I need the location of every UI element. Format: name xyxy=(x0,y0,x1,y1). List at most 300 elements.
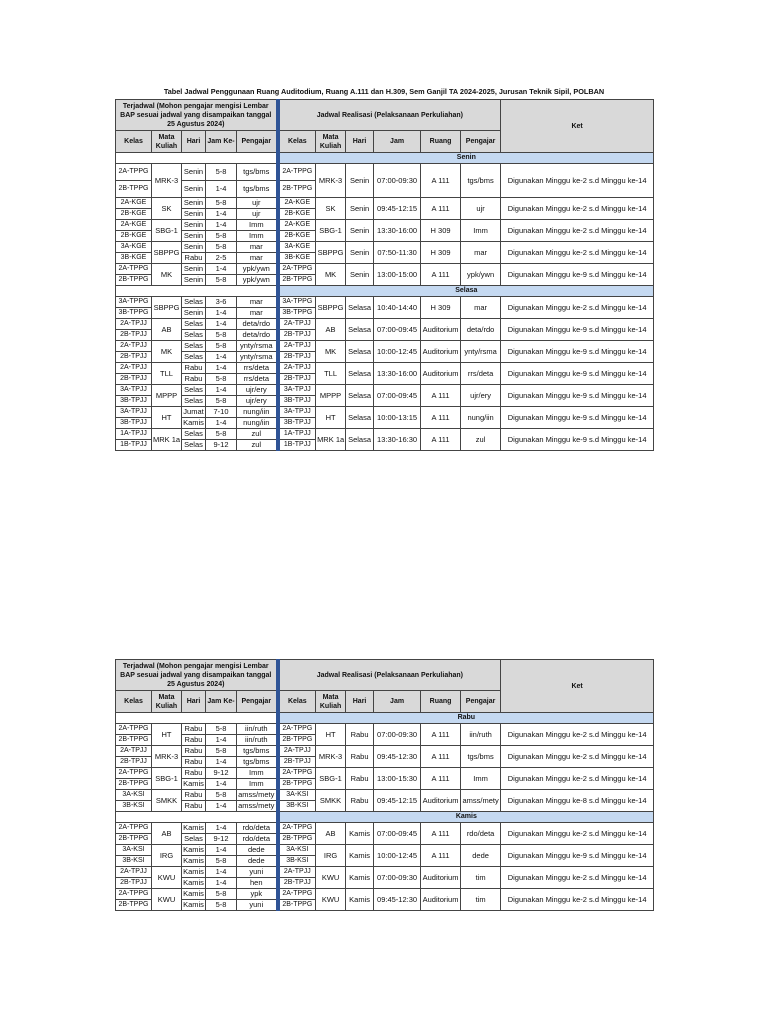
scheduled-kelas-cell: 2A-TPPG xyxy=(116,264,152,275)
day-band-label: Rabu xyxy=(278,713,654,724)
scheduled-hari-cell: Rabu xyxy=(182,253,206,264)
realisasi-hari-cell: Rabu xyxy=(346,790,374,812)
realisasi-kelas-cell: 2B-TPJJ xyxy=(278,374,316,385)
scheduled-pengajar-cell: nung/iin xyxy=(237,407,278,418)
ket-cell: Digunakan Minggu ke-2 s.d Minggu ke-14 xyxy=(501,220,654,242)
schedule-table-2 xyxy=(115,659,654,911)
scheduled-kelas-cell: 2B-TPPG xyxy=(116,900,152,911)
scheduled-mata-kuliah-cell: SK xyxy=(152,198,182,220)
scheduled-mata-kuliah-cell: AB xyxy=(152,319,182,341)
scheduled-mata-kuliah-cell: KWU xyxy=(152,889,182,911)
realisasi-kelas-cell: 3B-KSI xyxy=(278,801,316,812)
schedule-body-2 xyxy=(116,713,654,911)
col-realisasi-kelas-header: Kelas xyxy=(278,131,316,153)
realisasi-pengajar-cell: tim xyxy=(461,889,501,911)
ket-cell: Digunakan Minggu ke-2 s.d Minggu ke-14 xyxy=(501,823,654,845)
day-band-label: Senin xyxy=(278,153,654,164)
realisasi-ruang-cell: Auditorium xyxy=(421,867,461,889)
scheduled-pengajar-cell: ypk/ywn xyxy=(237,264,278,275)
scheduled-hari-cell: Kamis xyxy=(183,823,204,832)
scheduled-pengajar-cell: Imm xyxy=(237,768,278,779)
realisasi-kelas-cell: 2A-TPJJ xyxy=(278,746,316,757)
scheduled-hari-cell: Selas xyxy=(182,429,206,440)
ket-header: Ket xyxy=(501,100,654,153)
scheduled-jam-ke-cell: 1-4 xyxy=(206,308,237,319)
scheduled-pengajar-cell: Imm xyxy=(237,220,278,231)
realisasi-mata-kuliah-cell: MK xyxy=(316,264,346,286)
scheduled-pengajar-cell: ujr xyxy=(237,198,278,209)
ket-header: Ket xyxy=(501,660,654,713)
scheduled-jam-ke-cell: 9-12 xyxy=(206,440,237,451)
scheduled-hari-cell: Kamis xyxy=(183,856,204,865)
table-row xyxy=(116,319,654,330)
realisasi-pengajar-cell: dede xyxy=(461,845,501,867)
scheduled-mata-kuliah-cell: MK xyxy=(152,341,182,363)
col-realisasi-ruang-header: Ruang xyxy=(421,691,461,713)
ket-cell: Digunakan Minggu ke-2 s.d Minggu ke-14 xyxy=(501,164,654,198)
realisasi-mata-kuliah-cell: HT xyxy=(316,724,346,746)
realisasi-kelas-cell: 2B-TPJJ xyxy=(278,352,316,363)
realisasi-pengajar-cell: iin/ruth xyxy=(461,724,501,746)
scheduled-hari-cell: Rabu xyxy=(182,746,206,757)
scheduled-kelas-cell: 2B-TPPG xyxy=(116,834,152,845)
realisasi-pengajar-cell: tgs/bms xyxy=(461,164,501,198)
scheduled-kelas-cell: 3B-KGE xyxy=(116,253,152,264)
ket-cell: Digunakan Minggu ke-2 s.d Minggu ke-14 xyxy=(501,746,654,768)
realisasi-hari-cell: Selasa xyxy=(346,319,374,341)
realisasi-pengajar-cell: rrs/deta xyxy=(461,363,501,385)
table-row xyxy=(116,746,654,757)
scheduled-jam-ke-cell: 2-5 xyxy=(206,253,237,264)
scheduled-hari-cell: Selas xyxy=(182,352,206,363)
realisasi-pengajar-cell: Imm xyxy=(461,220,501,242)
scheduled-mata-kuliah-cell: SBG-1 xyxy=(152,220,182,242)
scheduled-pengajar-cell: tgs/bms xyxy=(237,181,278,198)
realisasi-kelas-cell: 1A-TPJJ xyxy=(278,429,316,440)
realisasi-pengajar-cell: mar xyxy=(461,297,501,319)
realisasi-jam-cell: 07:50-11:30 xyxy=(374,242,421,264)
realisasi-hari-cell: Senin xyxy=(346,220,374,242)
col-realisasi-pengajar-header: Pengajar xyxy=(461,691,501,713)
scheduled-hari-cell: Selas xyxy=(182,834,206,845)
col-pengajar-header: Pengajar xyxy=(237,691,278,713)
realisasi-kelas-cell: 3A-KSI xyxy=(278,845,316,856)
scheduled-kelas-cell: 2A-KGE xyxy=(116,220,152,231)
scheduled-jam-ke-cell: 5-8 xyxy=(206,330,237,341)
scheduled-kelas-cell: 2A-TPPG xyxy=(116,768,152,779)
scheduled-hari-cell: Rabu xyxy=(182,801,206,812)
day-band-label: Kamis xyxy=(278,812,654,823)
scheduled-hari-cell: Rabu xyxy=(182,374,206,385)
realisasi-kelas-cell: 2A-TPPG xyxy=(278,889,316,900)
schedule-body-1 xyxy=(116,153,654,451)
scheduled-jam-ke-cell: 5-8 xyxy=(206,231,237,242)
scheduled-mata-kuliah-cell: TLL xyxy=(152,363,182,385)
ket-cell: Digunakan Minggu ke-9 s.d Minggu ke-14 xyxy=(501,363,654,385)
table-row xyxy=(116,889,654,900)
scheduled-jam-ke-cell: 9-12 xyxy=(206,768,237,779)
realisasi-jam-cell: 10:00-13:15 xyxy=(374,407,421,429)
table-row xyxy=(116,867,654,878)
scheduled-pengajar-cell: mar xyxy=(237,253,278,264)
realisasi-kelas-cell: 3A-KGE xyxy=(278,242,316,253)
scheduled-kelas-cell: 3B-TPPG xyxy=(116,308,152,319)
band-blank-cell xyxy=(116,713,278,724)
realisasi-ruang-cell: Auditorium xyxy=(421,363,461,385)
day-band-row xyxy=(116,153,654,164)
scheduled-jam-ke-cell: 5-8 xyxy=(206,341,237,352)
table-row xyxy=(116,242,654,253)
scheduled-kelas-cell: 3A-KGE xyxy=(116,242,152,253)
scheduled-jam-ke-cell: 1-4 xyxy=(206,779,237,790)
scheduled-hari-cell: Senin xyxy=(182,181,206,198)
scheduled-hari-cell: Senin xyxy=(182,264,206,275)
realisasi-ruang-cell: A 111 xyxy=(421,264,461,286)
scheduled-kelas-cell: 3B-TPJJ xyxy=(116,396,152,407)
realisasi-jam-cell: 09:45-12:15 xyxy=(374,790,421,812)
scheduled-kelas-cell: 2A-TPPG xyxy=(116,724,152,735)
table-row xyxy=(116,341,654,352)
col-realisasi-mata-kuliah-header: Mata Kuliah xyxy=(316,131,346,153)
col-jam-ke-header: Jam Ke- xyxy=(206,691,237,713)
realisasi-jam-cell: 13:30-16:30 xyxy=(374,429,421,451)
scheduled-jam-ke-cell: 1-4 xyxy=(206,319,237,330)
scheduled-kelas-cell: 3B-TPJJ xyxy=(116,418,152,429)
scheduled-jam-ke-cell: 1-4 xyxy=(206,181,237,198)
scheduled-pengajar-cell: mar xyxy=(237,297,278,308)
scheduled-mata-kuliah-cell: MPPP xyxy=(152,385,182,407)
scheduled-hari-cell: Senin xyxy=(182,308,206,319)
scheduled-pengajar-cell: rrs/deta xyxy=(237,363,278,374)
scheduled-jam-ke-cell: 5-8 xyxy=(206,164,237,181)
scheduled-kelas-cell: 2B-TPJJ xyxy=(116,374,152,385)
col-mata-kuliah-header: Mata Kuliah xyxy=(152,691,182,713)
realisasi-pengajar-cell: mar xyxy=(461,242,501,264)
scheduled-pengajar-cell: mar xyxy=(237,242,278,253)
scheduled-hari-cell: Jumat xyxy=(183,407,204,416)
realisasi-ruang-cell: H 309 xyxy=(421,297,461,319)
scheduled-jam-ke-cell: 5-8 xyxy=(206,396,237,407)
scheduled-kelas-cell: 3B-KSI xyxy=(116,856,152,867)
scheduled-mata-kuliah-cell: HT xyxy=(152,407,182,429)
realisasi-hari-cell: Selasa xyxy=(346,429,374,451)
realisasi-jam-cell: 07:00-09:45 xyxy=(374,823,421,845)
scheduled-pengajar-cell: hen xyxy=(237,878,278,889)
scheduled-jam-ke-cell: 5-8 xyxy=(206,198,237,209)
scheduled-kelas-cell: 2B-KGE xyxy=(116,209,152,220)
realisasi-mata-kuliah-cell: MRK-3 xyxy=(316,746,346,768)
scheduled-hari-cell: Kamis xyxy=(183,889,204,898)
scheduled-jam-ke-cell: 1-4 xyxy=(206,735,237,746)
realisasi-kelas-cell: 3B-KGE xyxy=(278,253,316,264)
scheduled-pengajar-cell: ujr xyxy=(237,209,278,220)
realisasi-ruang-cell: A 111 xyxy=(421,768,461,790)
scheduled-kelas-cell: 2A-TPJJ xyxy=(116,746,152,757)
realisasi-kelas-cell: 3B-TPPG xyxy=(278,308,316,319)
scheduled-pengajar-cell: tgs/bms xyxy=(237,164,278,181)
scheduled-jam-ke-cell: 5-8 xyxy=(206,900,237,911)
table-row xyxy=(116,823,654,834)
scheduled-jam-ke-cell: 5-8 xyxy=(206,856,237,867)
scheduled-pengajar-cell: tgs/bms xyxy=(237,757,278,768)
realisasi-pengajar-cell: deta/rdo xyxy=(461,319,501,341)
realisasi-jam-cell: 10:00-12:45 xyxy=(374,341,421,363)
ket-cell: Digunakan Minggu ke-2 s.d Minggu ke-14 xyxy=(501,242,654,264)
col-jam-ke-header: Jam Ke- xyxy=(206,131,237,153)
realisasi-jam-cell: 13:00-15:00 xyxy=(374,264,421,286)
scheduled-jam-ke-cell: 1-4 xyxy=(206,845,237,856)
scheduled-pengajar-cell: ypk xyxy=(237,889,278,900)
ket-cell: Digunakan Minggu ke-9 s.d Minggu ke-14 xyxy=(501,341,654,363)
realisasi-kelas-cell: 2A-TPJJ xyxy=(278,363,316,374)
scheduled-pengajar-cell: iin/ruth xyxy=(237,724,278,735)
realisasi-kelas-cell: 2B-TPPG xyxy=(278,900,316,911)
realisasi-kelas-cell: 3A-TPJJ xyxy=(278,407,316,418)
scheduled-hari-cell: Rabu xyxy=(182,768,206,779)
scheduled-kelas-cell: 3A-TPPG xyxy=(116,297,152,308)
realisasi-mata-kuliah-cell: MRK-3 xyxy=(316,164,346,198)
scheduled-kelas-cell: 2A-TPJJ xyxy=(116,341,152,352)
table-row xyxy=(116,264,654,275)
day-band-row xyxy=(116,812,654,823)
col-mata-kuliah-header: Mata Kuliah xyxy=(152,131,182,153)
scheduled-kelas-cell: 2B-TPPG xyxy=(116,735,152,746)
scheduled-kelas-cell: 2A-TPJJ xyxy=(116,319,152,330)
scheduled-jam-ke-cell: 1-4 xyxy=(206,418,237,429)
scheduled-pengajar-cell: tgs/bms xyxy=(237,746,278,757)
realisasi-mata-kuliah-cell: SK xyxy=(316,198,346,220)
scheduled-jam-ke-cell: 9-12 xyxy=(206,834,237,845)
schedule-table-1 xyxy=(115,99,654,451)
realisasi-jam-cell: 09:45-12:30 xyxy=(374,889,421,911)
scheduled-kelas-cell: 3B-KSI xyxy=(116,801,152,812)
scheduled-pengajar-cell: mar xyxy=(237,308,278,319)
realisasi-ruang-cell: A 111 xyxy=(421,724,461,746)
realisasi-hari-cell: Selasa xyxy=(346,341,374,363)
scheduled-kelas-cell: 2B-TPPG xyxy=(116,181,152,198)
realisasi-kelas-cell: 2B-TPPG xyxy=(278,735,316,746)
scheduled-pengajar-cell: iin/ruth xyxy=(237,735,278,746)
scheduled-hari-cell: Selas xyxy=(182,385,206,396)
realisasi-kelas-cell: 3A-KSI xyxy=(278,790,316,801)
ket-cell: Digunakan Minggu ke-9 s.d Minggu ke-14 xyxy=(501,385,654,407)
table-row xyxy=(116,385,654,396)
realisasi-ruang-cell: A 111 xyxy=(421,164,461,198)
realisasi-hari-cell: Senin xyxy=(346,242,374,264)
scheduled-hari-cell: Kamis xyxy=(183,867,204,876)
scheduled-jam-ke-cell: 5-8 xyxy=(206,275,237,286)
scheduled-header: Terjadwal (Mohon pengajar mengisi Lembar BAP sesuai jadwal yang disampaikan tanggal 25 Agustus 2024) xyxy=(116,660,278,691)
scheduled-jam-ke-cell: 1-4 xyxy=(206,801,237,812)
table-row xyxy=(116,790,654,801)
realisasi-ruang-cell: A 111 xyxy=(421,407,461,429)
realisasi-mata-kuliah-cell: SBPPG xyxy=(316,242,346,264)
col-realisasi-kelas-header: Kelas xyxy=(278,691,316,713)
col-realisasi-hari-header: Hari xyxy=(346,691,374,713)
realisasi-mata-kuliah-cell: SMKK xyxy=(316,790,346,812)
scheduled-jam-ke-cell: 3-6 xyxy=(206,297,237,308)
scheduled-jam-ke-cell: 1-4 xyxy=(206,385,237,396)
realisasi-ruang-cell: H 309 xyxy=(421,242,461,264)
realisasi-ruang-cell: A 111 xyxy=(421,823,461,845)
day-band-row xyxy=(116,286,654,297)
realisasi-kelas-cell: 3B-KSI xyxy=(278,856,316,867)
ket-cell: Digunakan Minggu ke-2 s.d Minggu ke-14 xyxy=(501,724,654,746)
realisasi-jam-cell: 13:30-16:00 xyxy=(374,363,421,385)
scheduled-kelas-cell: 2A-KGE xyxy=(116,198,152,209)
realisasi-kelas-cell: 1B-TPJJ xyxy=(278,440,316,451)
scheduled-pengajar-cell: Imm xyxy=(237,779,278,790)
realisasi-hari-cell: Kamis xyxy=(346,823,374,845)
scheduled-mata-kuliah-cell: IRG xyxy=(152,845,182,867)
scheduled-jam-ke-cell: 5-8 xyxy=(206,429,237,440)
realisasi-jam-cell: 09:45-12:30 xyxy=(374,746,421,768)
scheduled-kelas-cell: 2A-TPJJ xyxy=(116,363,152,374)
scheduled-hari-cell: Selas xyxy=(182,330,206,341)
scheduled-kelas-cell: 3A-TPJJ xyxy=(116,385,152,396)
realisasi-kelas-cell: 2A-TPPG xyxy=(278,164,316,181)
realisasi-ruang-cell: Auditorium xyxy=(421,889,461,911)
realisasi-kelas-cell: 2A-TPJJ xyxy=(278,319,316,330)
scheduled-kelas-cell: 1A-TPJJ xyxy=(116,429,152,440)
realisasi-kelas-cell: 3A-TPJJ xyxy=(278,385,316,396)
scheduled-kelas-cell: 2B-KGE xyxy=(116,231,152,242)
day-band-label: Selasa xyxy=(278,286,654,297)
realisasi-hari-cell: Senin xyxy=(346,264,374,286)
table-row xyxy=(116,198,654,209)
scheduled-mata-kuliah-cell: SBG-1 xyxy=(152,768,182,790)
realisasi-mata-kuliah-cell: HT xyxy=(316,407,346,429)
realisasi-pengajar-cell: Imm xyxy=(461,768,501,790)
scheduled-header: Terjadwal (Mohon pengajar mengisi Lembar BAP sesuai jadwal yang disampaikan tanggal 25 Agustus 2024) xyxy=(116,100,278,131)
header-row-top xyxy=(116,660,654,691)
page-title: Tabel Jadwal Penggunaan Ruang Auditodium, Ruang A.111 dan H.309, Sem Ganjil TA 2024-2025, Jurusan Teknik Sipil, POLBAN xyxy=(163,87,605,96)
realisasi-jam-cell: 13:00-15:30 xyxy=(374,768,421,790)
realisasi-jam-cell: 07:00-09:30 xyxy=(374,164,421,198)
ket-cell: Digunakan Minggu ke-9 s.d Minggu ke-14 xyxy=(501,845,654,867)
realisasi-kelas-cell: 2A-TPPG xyxy=(278,724,316,735)
ket-cell: Digunakan Minggu ke-2 s.d Minggu ke-14 xyxy=(501,297,654,319)
ket-cell: Digunakan Minggu ke-2 s.d Minggu ke-14 xyxy=(501,768,654,790)
table-row xyxy=(116,297,654,308)
realisasi-hari-cell: Rabu xyxy=(346,768,374,790)
scheduled-mata-kuliah-cell: MRK 1a xyxy=(152,429,182,451)
scheduled-mata-kuliah-cell: HT xyxy=(152,724,182,746)
scheduled-pengajar-cell: ypk/ywn xyxy=(237,275,278,286)
scheduled-kelas-cell: 2A-TPPG xyxy=(116,164,152,181)
realisasi-hari-cell: Selasa xyxy=(346,407,374,429)
scheduled-mata-kuliah-cell: SMKK xyxy=(152,790,182,812)
scheduled-pengajar-cell: yuni xyxy=(237,867,278,878)
realisasi-kelas-cell: 2A-TPPG xyxy=(278,768,316,779)
ket-cell: Digunakan Minggu ke-2 s.d Minggu ke-14 xyxy=(501,198,654,220)
realisasi-ruang-cell: A 111 xyxy=(421,385,461,407)
scheduled-pengajar-cell: ynty/rsma xyxy=(237,341,278,352)
scheduled-hari-cell: Rabu xyxy=(182,757,206,768)
realisasi-kelas-cell: 2A-TPPG xyxy=(278,823,316,834)
realisasi-ruang-cell: H 309 xyxy=(421,220,461,242)
scheduled-pengajar-cell: rdo/deta xyxy=(237,823,278,834)
scheduled-kelas-cell: 3A-KSI xyxy=(116,790,152,801)
realisasi-mata-kuliah-cell: AB xyxy=(316,319,346,341)
scheduled-pengajar-cell: zul xyxy=(237,440,278,451)
scheduled-jam-ke-cell: 5-8 xyxy=(206,724,237,735)
realisasi-jam-cell: 07:00-09:30 xyxy=(374,867,421,889)
realisasi-pengajar-cell: zul xyxy=(461,429,501,451)
realisasi-kelas-cell: 2A-TPJJ xyxy=(278,867,316,878)
realisasi-pengajar-cell: tgs/bms xyxy=(461,746,501,768)
scheduled-kelas-cell: 2A-TPJJ xyxy=(116,867,152,878)
header-row-top xyxy=(116,100,654,131)
scheduled-mata-kuliah-cell: KWU xyxy=(152,867,182,889)
realisasi-hari-cell: Rabu xyxy=(346,746,374,768)
realisasi-kelas-cell: 3B-TPJJ xyxy=(278,396,316,407)
ket-cell: Digunakan Minggu ke-9 s.d Minggu ke-14 xyxy=(501,429,654,451)
scheduled-hari-cell: Kamis xyxy=(183,900,204,909)
realisasi-mata-kuliah-cell: AB xyxy=(316,823,346,845)
scheduled-hari-cell: Rabu xyxy=(182,724,206,735)
table-row xyxy=(116,407,654,418)
realisasi-ruang-cell: A 111 xyxy=(421,198,461,220)
scheduled-pengajar-cell: ujr/ery xyxy=(237,385,278,396)
scheduled-kelas-cell: 3A-KSI xyxy=(116,845,152,856)
scheduled-hari-cell: Senin xyxy=(182,275,206,286)
realisasi-hari-cell: Senin xyxy=(346,198,374,220)
scheduled-hari-cell: Kamis xyxy=(183,779,204,788)
table-row xyxy=(116,363,654,374)
col-hari-header: Hari xyxy=(182,691,206,713)
scheduled-hari-cell: Rabu xyxy=(182,735,206,746)
scheduled-kelas-cell: 2A-TPPG xyxy=(116,889,152,900)
scheduled-kelas-cell: 3A-TPJJ xyxy=(116,407,152,418)
realisasi-jam-cell: 07:00-09:30 xyxy=(374,724,421,746)
scheduled-jam-ke-cell: 5-8 xyxy=(206,746,237,757)
realisasi-mata-kuliah-cell: SBPPG xyxy=(316,297,346,319)
realisasi-ruang-cell: A 111 xyxy=(421,746,461,768)
scheduled-pengajar-cell: nung/iin xyxy=(237,418,278,429)
scheduled-mata-kuliah-cell: SBPPG xyxy=(152,242,182,264)
scheduled-pengajar-cell: amss/mety xyxy=(237,801,278,812)
scheduled-hari-cell: Senin xyxy=(182,231,206,242)
scheduled-jam-ke-cell: 1-4 xyxy=(206,867,237,878)
realisasi-hari-cell: Senin xyxy=(346,164,374,198)
realisasi-pengajar-cell: ynty/rsma xyxy=(461,341,501,363)
realisasi-hari-cell: Kamis xyxy=(346,867,374,889)
scheduled-pengajar-cell: dede xyxy=(237,845,278,856)
realisasi-kelas-cell: 2B-TPPG xyxy=(278,834,316,845)
scheduled-hari-cell: Kamis xyxy=(183,845,204,854)
scheduled-hari-cell: Selas xyxy=(182,440,206,451)
realisasi-jam-cell: 07:00-09:45 xyxy=(374,319,421,341)
realisasi-ruang-cell: A 111 xyxy=(421,845,461,867)
table-row xyxy=(116,429,654,440)
scheduled-pengajar-cell: deta/rdo xyxy=(237,330,278,341)
scheduled-jam-ke-cell: 1-4 xyxy=(206,352,237,363)
scheduled-jam-ke-cell: 5-8 xyxy=(206,889,237,900)
realisasi-kelas-cell: 2B-KGE xyxy=(278,231,316,242)
realization-header: Jadwal Realisasi (Pelaksanaan Perkuliahan) xyxy=(278,660,501,691)
scheduled-hari-cell: Senin xyxy=(182,198,206,209)
scheduled-hari-cell: Kamis xyxy=(183,418,204,427)
scheduled-hari-cell: Senin xyxy=(182,242,206,253)
scheduled-hari-cell: Senin xyxy=(182,220,206,231)
col-kelas-header: Kelas xyxy=(116,131,152,153)
realisasi-mata-kuliah-cell: TLL xyxy=(316,363,346,385)
scheduled-mata-kuliah-cell: MK xyxy=(152,264,182,286)
scheduled-mata-kuliah-cell: MRK-3 xyxy=(152,746,182,768)
band-blank-cell xyxy=(116,153,278,164)
realisasi-pengajar-cell: nung/iin xyxy=(461,407,501,429)
